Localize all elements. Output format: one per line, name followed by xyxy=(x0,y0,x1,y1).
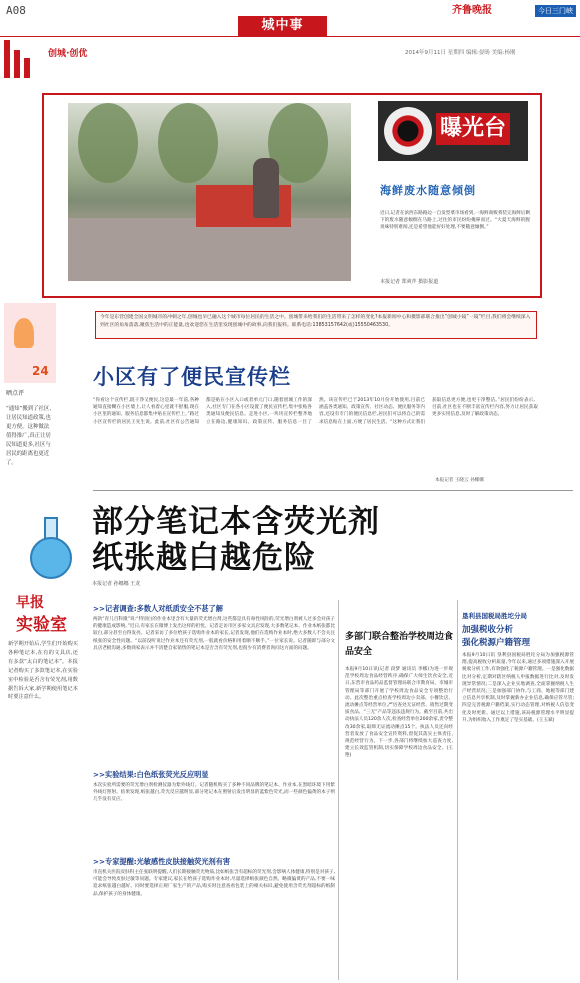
article-b-headline-1: 部分笔记本含荧光剂 xyxy=(92,504,380,540)
article-d-headline-1: 加强税收分析 xyxy=(462,625,514,635)
article-c-body: 本报9月10日讯(记者 段梦 通讯员 李娜)为进一步规范学校周边食品经营秩序,确保广大师生饮食安全,近日,东营市食品药品监督管理局联合市教育局、市城市管理局等部门开展了学校周边食品安全专项整治行动。此次整治重点检查学校周边小卖部、小餐饮店、流动摊点等经营单位,严厉查处无证经营、销售过期变质食品、“三无”产品等违法违规行为。截至目前,共出动执法人员120余人次,检查经营单位200余家,责令整改30余家,取缔无证流动摊点15个。执法人员还向经营者发放了食品安全宣传资料,督促其落实主体责任,规范经营行为。下一步,各部门将继续加大巡查力度,建立长效监管机制,切实保障学校周边食品安全。(王艳) xyxy=(345,667,453,759)
exposure-logo xyxy=(378,101,528,161)
left-column-tag: 晒点评 xyxy=(6,390,25,397)
article-b-subhead-2: >>实验结果:白色纸张荧光反应明显 xyxy=(93,770,209,779)
exposure-credit: 本报记者 郑爽芹 摄影报道 xyxy=(380,279,439,285)
intro-box xyxy=(95,311,537,339)
illustration-number: 24 xyxy=(32,364,49,378)
article-d-kicker: 垦利县国税局胜坨分局 xyxy=(462,612,527,620)
article-b-body-3: 市直机关医院皮肤科主任张联明提醒,人们长期接触荧光物质,比如纸张含有超标的荧光剂,会影响人体健康,特别是对孩子,可能会导致皮肤过敏等问题。专家建议,家长在给孩子选购作业本时,尽量选择纸张颜色自然、略微偏黄的产品,不要一味追求纸张越白越好。同时要选择正规厂家生产的产品,购买时注意查看包装上的相关标识,避免使用含荧光剂超标的纸制品,保护孩子的身体健康。 xyxy=(93,870,335,897)
dateline: 2014年9月11日 星期四 编辑:晏旸 美编:杨刚 xyxy=(405,50,516,56)
article-d-body: 本报9月10日讯 垦利县国税局胜坨分局为加强税源管理,提高税收分析质量,今年以来,通过多项措施深入开展税收分析工作,有效强化了税源户籍管理。一是强化数据比对分析,定期对辖区纳税人申报数据进行比对,及时发现异常情况;二是深入企业实地调查,全面掌握纳税人生产经营状况;三是加强部门协作,与工商、地税等部门建立信息共享机制,及时掌握新办企业信息,确保应管尽管;四是完善税源户籍档案,实行动态管理,对纳税人信息变化及时更新。通过以上措施,该局税源管理水平明显提升,为组织收入工作奠定了坚实基础。(王玉斌) xyxy=(462,653,574,723)
section-title: 城中事 xyxy=(238,16,327,36)
header-rule xyxy=(0,36,580,37)
lab-title-2: 实验室 xyxy=(16,615,67,635)
article-b-headline-2: 纸张越白越危险 xyxy=(92,540,316,576)
column-divider xyxy=(338,600,339,980)
intro-text: 今年是东营创建全国文明城市的冲刺之年,创城也早已融入这个城市每位居民的生活之中。创城带来给我们的生活带来了怎样的变化?本报新闻中心和摄影部联合推出“创城小镜”一镜”栏目,我们将会继续深入到社区的角角落落,聚焦生活中的正能量,也欢迎您在生活里发现创城中的故事,向我们报料。联系电话:13853157642(或)15550463530。 xyxy=(100,315,531,328)
article-d-headline-2: 强化税源户籍管理 xyxy=(462,638,531,648)
paper-name: 齐鲁晚报 xyxy=(452,5,492,16)
column-tag: 创城·创优 xyxy=(48,49,88,59)
article-b-subhead-1: >>记者调查:多数人对纸质安全不甚了解 xyxy=(93,604,223,613)
exposure-title: 海鲜废水随意倾倒 xyxy=(380,184,476,197)
article-c-headline: 多部门联合整治学校周边食品安全 xyxy=(345,632,454,657)
edition-badge: 今日三门峡 xyxy=(535,5,576,17)
article-b-body-2: 本次实验所需要的荧光增白剂检测仪器为紫外线灯。记者随机购买了多种不同品牌的笔记本、作业本,在黑暗环境下用紫外线灯照射。结果发现,纸张越白,荧光反应越明显,部分笔记本在照射后发出明显的蓝紫色荧光,而一些颜色偏黄的本子则几乎没有反应。 xyxy=(93,783,335,803)
article-b-byline: 本报记者 孙娜娜 王龙 xyxy=(92,581,141,587)
article-a-body: “你看这个宣传栏,既干净又便民,这是最一年前,各种通知直接糊在小区墙上,让人看着心里就不舒服,现在小区里的通知、服务信息都集中贴在宣传栏上。”路过小区宣传栏的居民王先生说。此前,社区有公告通知都是贴在小区入口或者单元门口,随着创城工作的深入,社区专门在各小区设置了便民宣传栏,集中张贴各类通知及便民信息。走进小区,一块块宣传栏整齐地立在路边,健康知识、政策宣传、服务信息一目了然。该宣传栏已于2013年10月份开始使用,目前已涵盖各类通知、政策宣传、社区动态、便民服务等内容,还设有专门的便民信息栏,居民们可以将自己的需求信息贴在上面,方便了居民生活。“这种方式让我们获取信息更方便,也更干净整洁。”居民们纷纷表示。目前,社区也在不断丰富宣传栏内容,努力让居民获取更多实用信息,及时了解政策动态。 xyxy=(93,398,538,425)
exposure-photo xyxy=(68,103,351,281)
divider xyxy=(93,490,573,491)
lab-title-1: 早报 xyxy=(16,595,44,611)
article-a-credit: 本报记者 王晓云 孙娜娜 xyxy=(435,478,484,483)
flask-icon xyxy=(10,515,88,583)
article-a-headline: 小区有了便民宣传栏 xyxy=(93,365,291,389)
left-illustration xyxy=(4,303,56,383)
exposure-body: 近日,记者在滨西东路路边一自发型菜市场看到,一海鲜商贩将装完海鲜后剩下的废水随意倾倒在马路上,过往的市民纷纷掩鼻而过。“大夏天海鲜的腥臭味特别难闻,还是希望他能好好处理,不要随意倾倒。” xyxy=(380,211,530,231)
article-b-body-1: 两款“育儿百科微”说:“特别白的作业本里含有大量的荧光增白剂,这些都是具有毒性风险的,荧光增白剂被人过多会对孩子的健康造成影响。”近日,有家长在微博上发出这样的担忧。记者走访市区多家文具店发现,大多数笔记本、作业本纸张都比较白,部分甚至白得发亮。记者采访了多位给孩子选购作业本的家长,记者发现,他们在选购作业本时,绝大多数人不会关注纸张的安全性问题。“以前没听说过作业本还有荧光剂,一般就看价格和用着顺不顺手。”一位家长说。记者随即与部分文具店老板沟通,多数商家表示并不清楚自家销售的笔记本是否含有荧光剂,也很少有消费者询问这方面的问题。 xyxy=(93,617,335,651)
exposure-logo-label: 曝光台 xyxy=(436,113,510,145)
column-divider xyxy=(457,600,458,980)
page-number: A08 xyxy=(6,4,26,17)
camera-lens-icon xyxy=(384,107,432,155)
header-bars-graphic xyxy=(4,38,119,93)
left-column-body: “通知”搬到了社区,让居民知道政策,也更方便。这种做法值得推广,真正让居民知道更多,社区与居民的距离也更近了。 xyxy=(6,406,52,466)
article-b-subhead-3: >>专家提醒:光敏感性皮肤接触荧光剂有害 xyxy=(93,857,231,866)
lab-body: 新学期开始后,学生们开始购买各种笔记本,在有的文具店,还有多款“太白的笔记本”。本报记者购买了多款笔记本,在实验室中检验是否含有荧光剂,用数据告诉大家,新学期使用笔记本时要注意什么。 xyxy=(8,641,78,701)
